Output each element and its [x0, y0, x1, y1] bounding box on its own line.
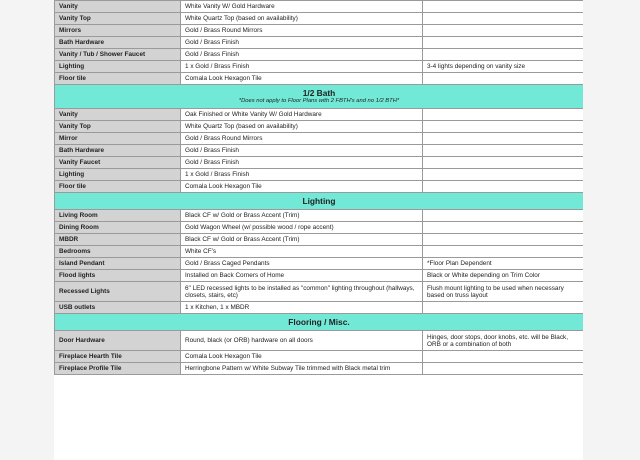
row-label: Dining Room — [55, 222, 181, 234]
row-value: White CF's — [181, 246, 423, 258]
row-note: *Floor Plan Dependent — [423, 258, 584, 270]
section-title-cell — [55, 314, 584, 331]
row-label: Vanity — [55, 109, 181, 121]
row-value: Gold / Brass Finish — [181, 49, 423, 61]
row-note — [423, 1, 584, 13]
row-value: Gold / Brass Round Mirrors — [181, 133, 423, 145]
table-row — [55, 157, 584, 169]
row-label: Lighting — [55, 61, 181, 73]
row-value: 1 x Gold / Brass Finish — [181, 169, 423, 181]
row-note — [423, 351, 584, 363]
row-note: Hinges, door stops, door knobs, etc. will be Black, ORB or a combination of both — [423, 331, 584, 351]
section-subtitle: *Does not apply to Floor Plans with 2 FBTH's and no 1/2 BTH* — [238, 97, 400, 104]
row-label: MBDR — [55, 234, 181, 246]
table-row — [55, 363, 584, 375]
table-row — [55, 13, 584, 25]
row-label: Lighting — [55, 169, 181, 181]
row-label: Floor tile — [55, 181, 181, 193]
section-title-cell — [55, 85, 584, 109]
table-row — [55, 234, 584, 246]
row-label: Flood lights — [55, 270, 181, 282]
table-row — [55, 49, 584, 61]
row-value: Gold Wagon Wheel (w/ possible wood / rope accent) — [181, 222, 423, 234]
table-row — [55, 145, 584, 157]
section-title: Flooring / Misc. — [288, 316, 350, 327]
table-row — [55, 121, 584, 133]
row-note — [423, 49, 584, 61]
section-title: 1/2 Bath — [302, 87, 336, 98]
row-label: Door Hardware — [55, 331, 181, 351]
row-value: Black CF w/ Gold or Brass Accent (Trim) — [181, 210, 423, 222]
row-value: Oak Finished or White Vanity W/ Gold Hardware — [181, 109, 423, 121]
table-row — [55, 25, 584, 37]
row-label: Vanity — [55, 1, 181, 13]
row-label: Bedrooms — [55, 246, 181, 258]
row-value: White Vanity W/ Gold Hardware — [181, 1, 423, 13]
row-label: Mirror — [55, 133, 181, 145]
table-row — [55, 169, 584, 181]
row-value: Gold / Brass Finish — [181, 37, 423, 49]
row-value: Comala Look Hexagon Tile — [181, 73, 423, 85]
row-note — [423, 37, 584, 49]
finish-schedule-table — [54, 0, 583, 375]
table-row — [55, 331, 584, 351]
row-value: Gold / Brass Caged Pendants — [181, 258, 423, 270]
table-row — [55, 1, 584, 13]
row-label: Vanity Top — [55, 121, 181, 133]
table-row — [55, 270, 584, 282]
section-title: Lighting — [302, 195, 336, 206]
table-row — [55, 302, 584, 314]
row-label: Vanity Top — [55, 13, 181, 25]
row-value: Comala Look Hexagon Tile — [181, 181, 423, 193]
row-label: Mirrors — [55, 25, 181, 37]
row-note — [423, 210, 584, 222]
row-label: Floor tile — [55, 73, 181, 85]
row-note — [423, 157, 584, 169]
row-label: Vanity Faucet — [55, 157, 181, 169]
row-value: White Quartz Top (based on availability) — [181, 13, 423, 25]
table-row — [55, 61, 584, 73]
row-value: Herringbone Pattern w/ White Subway Tile trimmed with Black metal trim — [181, 363, 423, 375]
row-note — [423, 73, 584, 85]
row-value: 1 x Kitchen, 1 x MBDR — [181, 302, 423, 314]
table-row — [55, 37, 584, 49]
table-row — [55, 109, 584, 121]
row-value: Comala Look Hexagon Tile — [181, 351, 423, 363]
table-row — [55, 210, 584, 222]
row-label: Fireplace Profile Tile — [55, 363, 181, 375]
row-label: Bath Hardware — [55, 145, 181, 157]
row-value: Gold / Brass Finish — [181, 145, 423, 157]
row-note — [423, 234, 584, 246]
row-label: Island Pendant — [55, 258, 181, 270]
section-title-cell — [55, 193, 584, 210]
row-note: Black or White depending on Trim Color — [423, 270, 584, 282]
row-note — [423, 13, 584, 25]
row-note: 3-4 lights depending on vanity size — [423, 61, 584, 73]
row-value: 1 x Gold / Brass Finish — [181, 61, 423, 73]
row-value: Gold / Brass Round Mirrors — [181, 25, 423, 37]
table-row — [55, 258, 584, 270]
row-value: Black CF w/ Gold or Brass Accent (Trim) — [181, 234, 423, 246]
row-note — [423, 121, 584, 133]
row-note — [423, 109, 584, 121]
row-label: Vanity / Tub / Shower Faucet — [55, 49, 181, 61]
row-note — [423, 302, 584, 314]
table-row — [55, 246, 584, 258]
row-value: Installed on Back Corners of Home — [181, 270, 423, 282]
row-label: Bath Hardware — [55, 37, 181, 49]
row-label: USB outlets — [55, 302, 181, 314]
row-value: White Quartz Top (based on availability) — [181, 121, 423, 133]
row-label: Recessed Lights — [55, 282, 181, 302]
row-value: Gold / Brass Finish — [181, 157, 423, 169]
table-row — [55, 133, 584, 145]
row-note — [423, 222, 584, 234]
table-row — [55, 181, 584, 193]
row-note — [423, 363, 584, 375]
left-margin — [0, 0, 54, 460]
table-row — [55, 73, 584, 85]
row-note — [423, 25, 584, 37]
table-row — [55, 282, 584, 302]
section-header — [55, 193, 584, 210]
row-value: 6" LED recessed lights to be installed as "common" lighting throughout (hallways, closets, stairs, etc) — [181, 282, 423, 302]
row-note: Flush mount lighting to be used when necessary based on truss layout — [423, 282, 584, 302]
row-label: Fireplace Hearth Tile — [55, 351, 181, 363]
row-note — [423, 181, 584, 193]
row-note — [423, 246, 584, 258]
row-note — [423, 145, 584, 157]
section-header — [55, 314, 584, 331]
finish-schedule-sheet — [54, 0, 583, 460]
row-label: Living Room — [55, 210, 181, 222]
row-value: Round, black (or ORB) hardware on all doors — [181, 331, 423, 351]
section-header — [55, 85, 584, 109]
right-margin — [583, 0, 640, 460]
table-row — [55, 351, 584, 363]
row-note — [423, 133, 584, 145]
row-note — [423, 169, 584, 181]
table-row — [55, 222, 584, 234]
